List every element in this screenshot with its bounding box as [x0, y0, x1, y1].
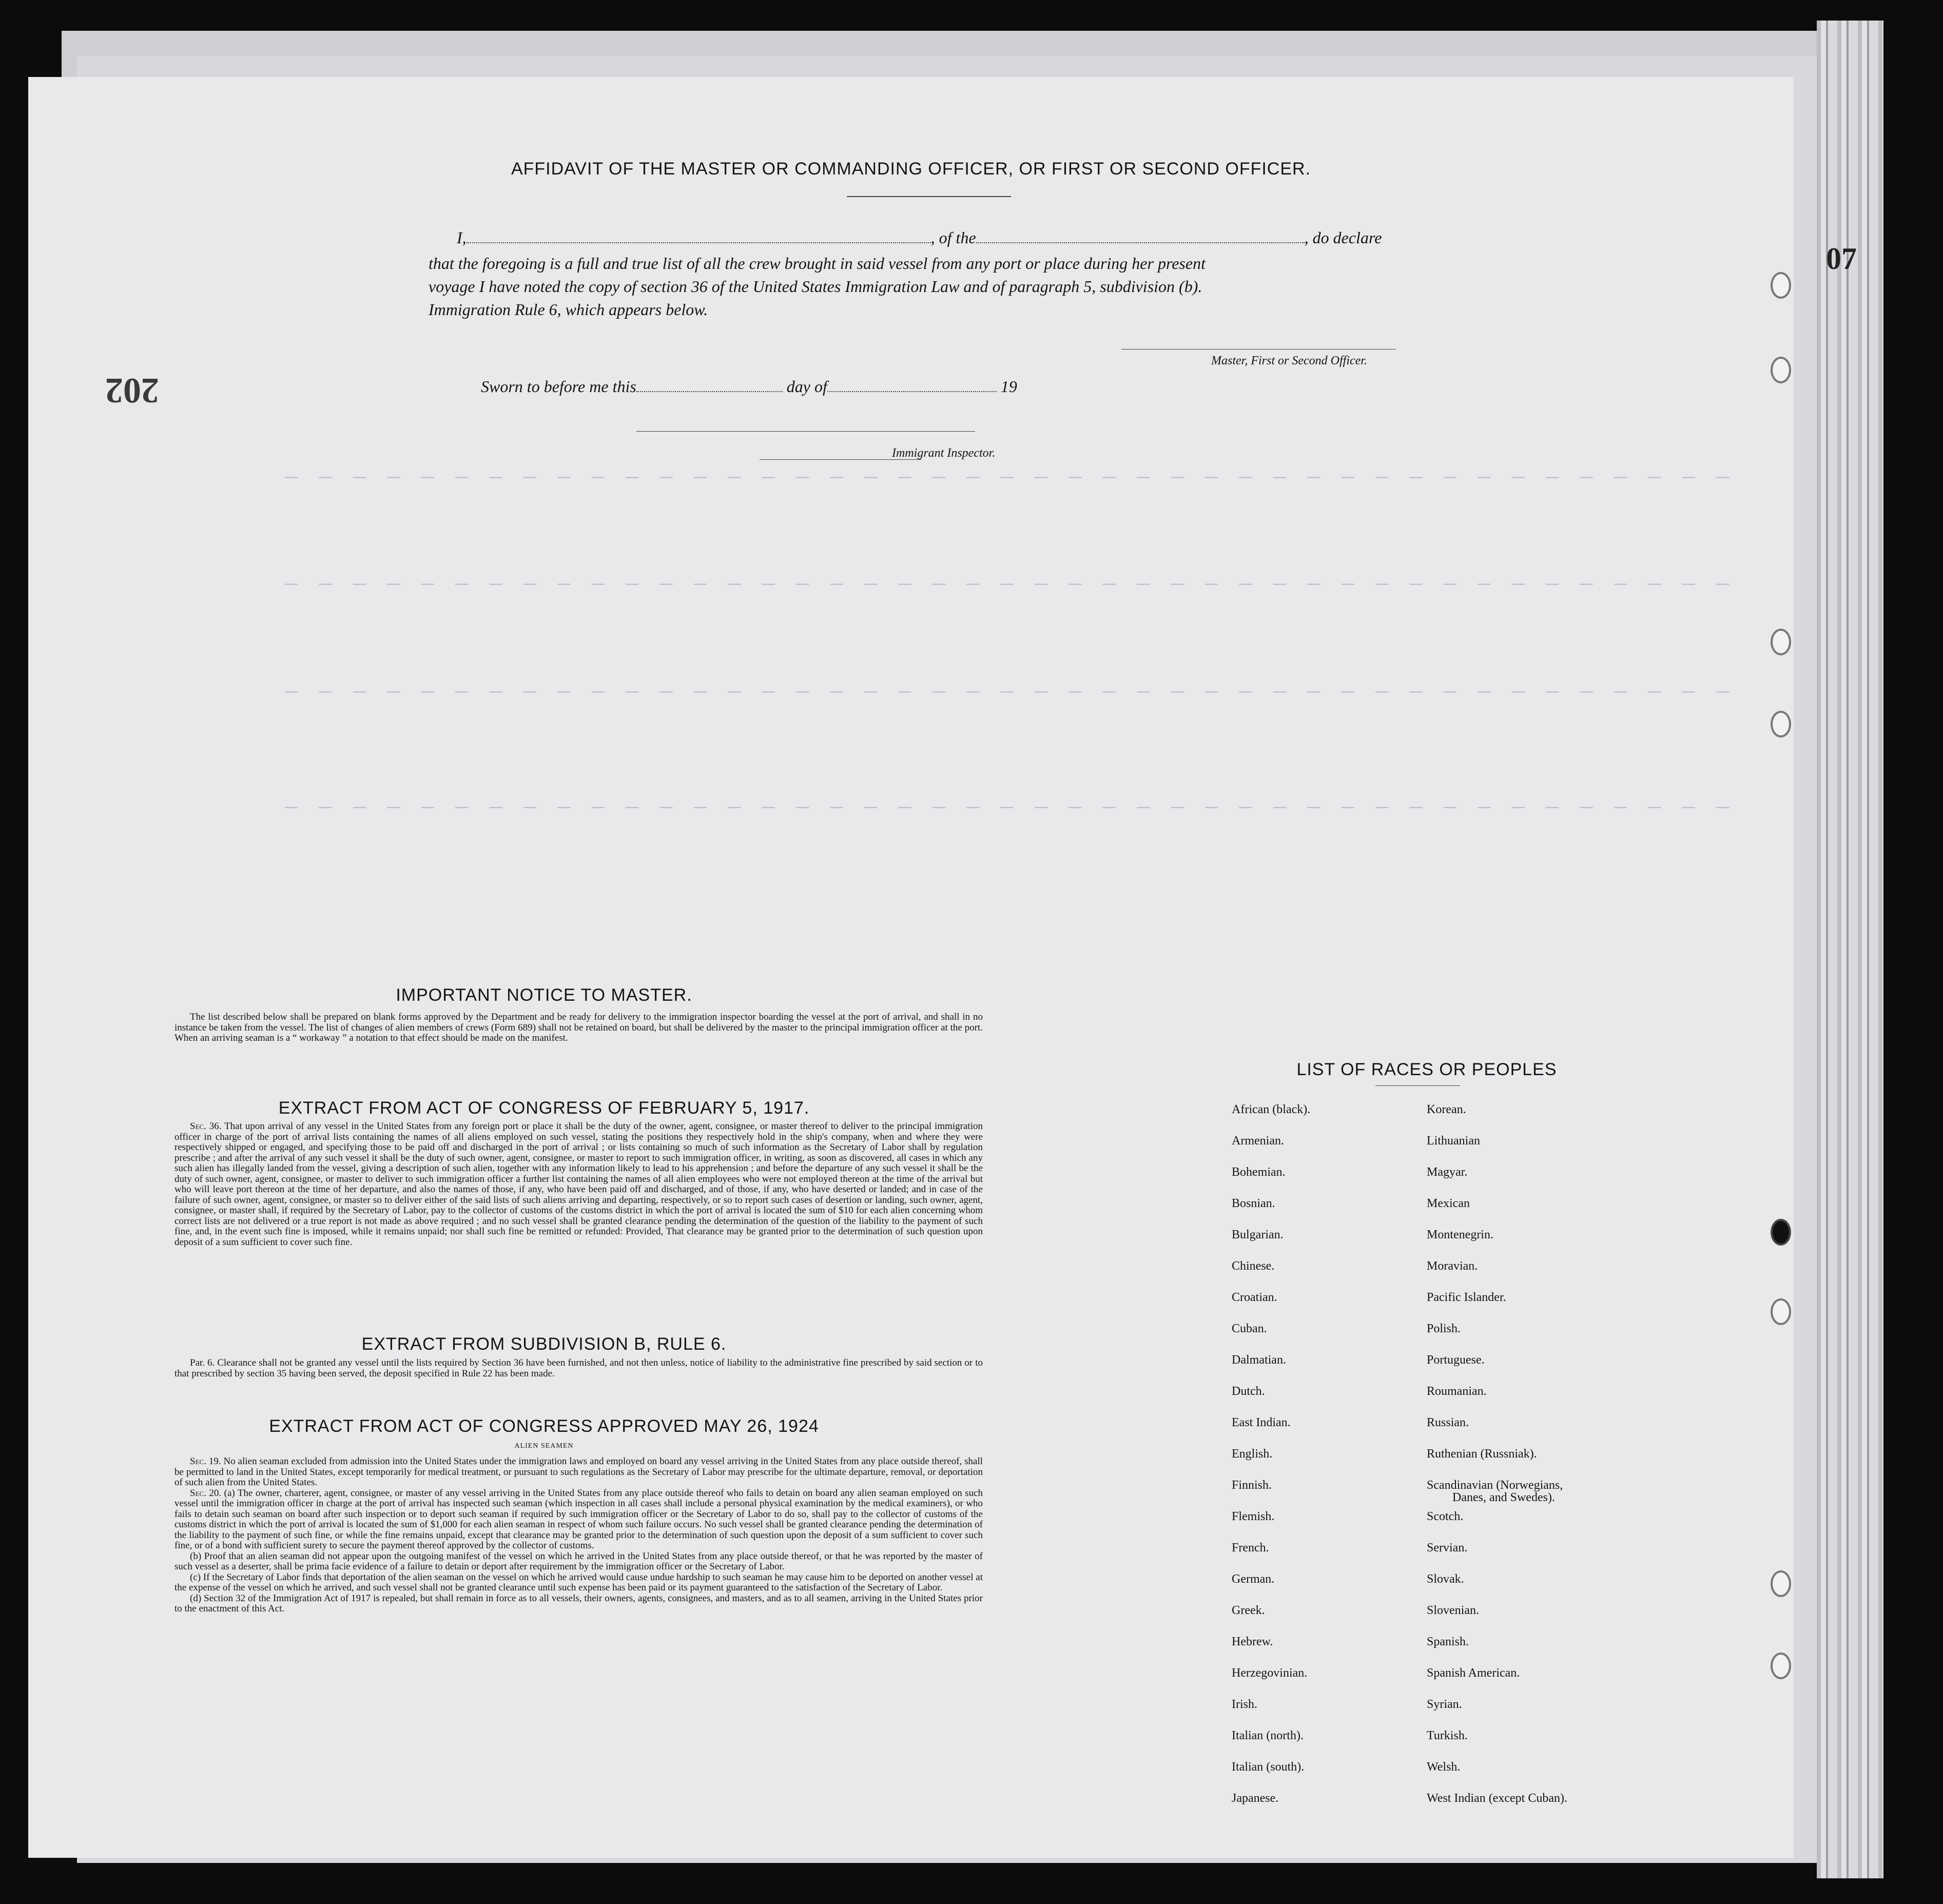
bleed-through-row: _ _ _ _ _ _ _ _ _ _ _ _ _ _ _ _ _ _ _ _ _ _ _ _ _ _ _ _ _ _ _ _ _ _ _ _ _ _ _ _ _ _ _ — [285, 565, 1734, 589]
binder-hole — [1771, 357, 1791, 383]
act-1917-title: EXTRACT FROM ACT OF CONGRESS OF FEBRUARY 5, 1917. — [278, 1098, 810, 1118]
affidavit-line-4: Immigration Rule 6, which appears below. — [429, 300, 708, 319]
race-label: Moravian. — [1427, 1259, 1478, 1273]
race-label: Russian. — [1427, 1416, 1469, 1429]
race-label: Bulgarian. — [1232, 1228, 1284, 1241]
race-label: Japanese. — [1232, 1792, 1279, 1805]
race-item — [1427, 1667, 1567, 1698]
race-label: Croatian. — [1232, 1291, 1277, 1304]
race-label: Finnish. — [1232, 1479, 1272, 1492]
race-item — [1427, 1604, 1567, 1636]
race-label: Lithuanian — [1427, 1134, 1480, 1148]
race-label: Italian (south). — [1232, 1760, 1305, 1774]
rule-6-title: EXTRACT FROM SUBDIVISION B, RULE 6. — [361, 1334, 727, 1354]
notice-title: IMPORTANT NOTICE TO MASTER. — [396, 985, 692, 1005]
section-20d-text: (d) Section 32 of the Immigration Act of 1917 is repealed, but shall remain in force as to all vessels, their owners, agents, consignees, and masters, and as to all seamen, arriving in the United States prior to the enactment of this Act. — [174, 1592, 983, 1614]
race-label: West Indian (except Cuban). — [1427, 1792, 1567, 1805]
binder-hole — [1771, 711, 1791, 737]
race-item — [1232, 1416, 1310, 1448]
binder-hole — [1771, 1653, 1791, 1679]
manifest-back-page — [28, 77, 1794, 1858]
race-label: Dalmatian. — [1232, 1353, 1286, 1367]
sworn-prefix: Sworn to before me this — [481, 377, 636, 396]
race-label: Syrian. — [1427, 1698, 1462, 1711]
edge-page-number: 07 — [1826, 242, 1857, 276]
race-item — [1427, 1792, 1567, 1823]
race-item — [1232, 1197, 1310, 1229]
race-item — [1427, 1416, 1567, 1448]
race-label: Armenian. — [1232, 1134, 1284, 1148]
race-label: Montenegrin. — [1427, 1228, 1493, 1241]
binder-hole — [1771, 272, 1791, 299]
affidavit-declare: , do declare — [1304, 228, 1382, 247]
race-label: Turkish. — [1427, 1729, 1468, 1742]
race-label: Polish. — [1427, 1322, 1461, 1335]
race-label: Slovenian. — [1427, 1604, 1479, 1617]
race-label: Flemish. — [1232, 1510, 1275, 1523]
race-label: Irish. — [1232, 1698, 1257, 1711]
binder-hole — [1771, 1219, 1791, 1246]
race-item — [1232, 1354, 1310, 1385]
race-label: Magyar. — [1427, 1165, 1468, 1179]
sworn-line — [481, 377, 1017, 396]
races-left-column — [1232, 1103, 1310, 1823]
sworn-day-of: day of — [786, 377, 827, 396]
race-label: Pacific Islander. — [1427, 1291, 1506, 1304]
section-20-label: Sec. 20. — [190, 1487, 222, 1499]
act-1917-body — [174, 1121, 983, 1248]
race-label: East Indian. — [1232, 1416, 1291, 1429]
race-label: Bosnian. — [1232, 1197, 1275, 1210]
race-item — [1232, 1730, 1310, 1761]
rule-6-body — [174, 1358, 983, 1379]
section-19-text: No alien seaman excluded from admission into the United States under the immigration laws and employed on board any vessel arriving in the United States from any place outside thereof, shall be permitted to land in the United States, except temporarily for medical treatment, or pursuant to such regulations as the Secretary of Labor may prescribe for the ultimate departure, removal, or deportation of such alien from the United States. — [174, 1456, 983, 1488]
act-1924-title: EXTRACT FROM ACT OF CONGRESS APPROVED MAY 26, 1924 — [269, 1416, 819, 1436]
race-item — [1232, 1135, 1310, 1166]
section-19-label: Sec. 19. — [190, 1456, 221, 1467]
race-item — [1427, 1761, 1567, 1792]
races-right-column — [1427, 1103, 1567, 1823]
binder-hole — [1771, 1298, 1791, 1325]
act-1924-subtitle: ALIEN SEAMEN — [514, 1442, 574, 1450]
race-label: Italian (north). — [1232, 1729, 1304, 1742]
act-1917-text: That upon arrival of any vessel in the United States from any foreign port or place it shall be the duty of the owner, agent, consignee, or master thereof to deliver to the principal immigration officer in charge of the port of arrival lists containing the names of all aliens employed on such vessel, stating the positions they respectively hold in the ship's company, when and where they were respectively shipped or engaged, and specifying those to be paid off and discharged in the port of arrival ; or lists containing so much of such information as the Secretary of Labor shall by regulation prescribe ; and after the arrival of any such vessel it shall be the duty of such owner, agent, consignee, or master to report to such immigration officer, in writing, as soon as discovered, all cases in which any such alien has illegally landed from the vessel, giving a description of such alien, together with any information likely to lead to his apprehension ; and before the departure of any such vessel it shall be the duty of such owner, agent, consignee, or master to deliver to such immigration officer a further list containing the names of all alien employees who were not employed thereon at the time of the arrival but who will leave port thereon at the time of her departure, and also the names of those, if any, who have been paid off and discharged, and of those, if any, who have deserted or landed; and in case of the failure of such owner, agent, consignee, or master so to deliver either of the said lists of such aliens arriving and departing, respectively, or so to report such cases of desertion or landing, such owner, agent, consignee, or master shall, if required by the Secretary of Labor, pay to the collector of customs of the customs district in which the port of arrival is located the sum of $10 for each alien concerning whom correct lists are not delivered or a true report is not made as above required ; and no such vessel shall be granted clearance pending the determination of the question of the liability to the payment of such fine, and, in the event such fine is imposed, while it remains unpaid; nor shall such fine be remitted or refunded: Provided, That clearance may be granted prior to the determination of such question upon deposit of a sum sufficient to cover such fine. — [174, 1121, 983, 1248]
affidavit-line-2: that the foregoing is a full and true list of all the crew brought in said vessel from any port or place during her present — [429, 254, 1206, 273]
race-label: Dutch. — [1232, 1385, 1265, 1398]
race-item — [1427, 1730, 1567, 1761]
affidavit-i: I, — [457, 228, 467, 247]
race-label: African (black). — [1232, 1103, 1311, 1116]
race-item — [1427, 1636, 1567, 1667]
race-item — [1232, 1698, 1310, 1730]
race-item — [1427, 1510, 1567, 1542]
race-item — [1232, 1573, 1310, 1604]
section-20c-text: (c) If the Secretary of Labor finds that deportation of the alien seaman on the vessel on which he arrived would cause undue hardship to such seaman he may cause him to be deported on another vessel at the expense of the vessel on which he arrived, and such vessel shall not be granted clearance until such expense has been paid or its payment guaranteed to the satisfaction of the Secretary of Labor. — [174, 1571, 983, 1593]
race-label: English. — [1232, 1447, 1273, 1461]
bleed-through-row: _ _ _ _ _ _ _ _ _ _ _ _ _ _ _ _ _ _ _ _ _ _ _ _ _ _ _ _ _ _ _ _ _ _ _ _ _ _ _ _ _ _ _ — [285, 788, 1734, 812]
races-title: LIST OF RACES OR PEOPLES — [1296, 1060, 1557, 1079]
race-item — [1427, 1448, 1567, 1479]
affidavit-of-the: , of the — [930, 228, 976, 247]
race-item — [1427, 1260, 1567, 1291]
race-item — [1427, 1698, 1567, 1730]
stacked-page-edges — [1817, 21, 1883, 1878]
signature-label: Master, First or Second Officer. — [1211, 354, 1367, 367]
race-item — [1427, 1166, 1567, 1197]
rule-6-text: Par. 6. Clearance shall not be granted any vessel until the lists required by Section 36 have been furnished, and not then unless, notice of liability to the administrative fine prescribed by said section or to that prescribed by section 35 having been served, the deposit specified in Rule 22 has been made. — [174, 1357, 983, 1379]
sworn-year: 19 — [1000, 377, 1017, 396]
race-item — [1232, 1792, 1310, 1823]
margin-stamp: 202 — [105, 371, 159, 410]
race-label: Greek. — [1232, 1604, 1265, 1617]
race-item — [1232, 1260, 1310, 1291]
race-item — [1427, 1135, 1567, 1166]
race-item — [1232, 1448, 1310, 1479]
race-item — [1232, 1103, 1310, 1135]
race-label: French. — [1232, 1541, 1269, 1555]
race-label: Scotch. — [1427, 1510, 1464, 1523]
race-label: Spanish American. — [1427, 1666, 1520, 1680]
title-rule — [847, 196, 1011, 197]
race-label: Portuguese. — [1427, 1353, 1485, 1367]
notice-paragraph: The list described below shall be prepared on blank forms approved by the Department and be ready for delivery to the immigration inspector boarding the vessel at the port of arrival, and shall in no instance be taken from the vessel. The list of changes of alien members of crews (Form 689) shall not be retained on board, but shall be delivered by the master to the principal immigration officer at the port. When an arriving seaman is a “ workaway ” a notation to that effect should be made on the manifest. — [174, 1012, 983, 1043]
race-label: Korean. — [1427, 1103, 1466, 1116]
race-item — [1427, 1385, 1567, 1416]
race-label: Hebrew. — [1232, 1635, 1273, 1648]
race-item — [1427, 1197, 1567, 1229]
race-label: Slovak. — [1427, 1572, 1464, 1586]
race-item — [1427, 1354, 1567, 1385]
section-20b-text: (b) Proof that an alien seaman did not appear upon the outgoing manifest of the vessel on which he arrived in the United States from any place outside thereof, or that he was reported by the master of such vessel as a deserter, shall be prima facie evidence of a failure to detain or deport after requirement by the immigration officer or the Secretary of Labor. — [174, 1550, 983, 1572]
section-label: Sec. 36. — [190, 1121, 222, 1132]
race-item — [1232, 1636, 1310, 1667]
race-item — [1232, 1166, 1310, 1197]
inspector-label: Immigrant Inspector. — [892, 446, 996, 460]
act-1924-body — [174, 1456, 983, 1615]
race-label: Mexican — [1427, 1197, 1470, 1210]
race-item — [1427, 1291, 1567, 1323]
race-label: Spanish. — [1427, 1635, 1469, 1648]
race-item — [1232, 1667, 1310, 1698]
race-item — [1232, 1385, 1310, 1416]
race-label: Ruthenian (Russniak). — [1427, 1447, 1537, 1461]
race-label: Roumanian. — [1427, 1385, 1487, 1398]
race-item — [1232, 1761, 1310, 1792]
affidavit-line-3: voyage I have noted the copy of section 36 of the United States Immigration Law and of paragraph 5, subdivision (b). — [429, 277, 1202, 296]
race-item — [1427, 1542, 1567, 1573]
race-item — [1232, 1479, 1310, 1510]
binder-hole — [1771, 1570, 1791, 1597]
race-label: Cuban. — [1232, 1322, 1267, 1335]
binder-hole — [1771, 629, 1791, 655]
affidavit-title: AFFIDAVIT OF THE MASTER OR COMMANDING OFFICER, OR FIRST OR SECOND OFFICER. — [511, 159, 1311, 179]
race-item — [1232, 1291, 1310, 1323]
bleed-through-row: _ _ _ _ _ _ _ _ _ _ _ _ _ _ _ _ _ _ _ _ _ _ _ _ _ _ _ _ _ _ _ _ _ _ _ _ _ _ _ _ _ _ _ — [285, 458, 1734, 482]
race-label: German. — [1232, 1572, 1275, 1586]
section-20a-text: (a) The owner, charterer, agent, consignee, or master of any vessel arriving in the United States from any place outside thereof who fails to detain on board any alien seaman employed on such vessel until the immigration officer in charge at the port of arrival has inspected such seaman (which inspection in all cases shall include a personal physical examination by the medical examiners), or who fails to detain such seaman on board after such inspection or to deport such seaman if required by such immigration officer or the Secretary of Labor to do so, shall pay to the collector of customs of the customs district in which the port of arrival is located the sum of $1,000 for each alien seaman in respect of whom such failure occurs. No such vessel shall be granted clearance pending the determination of the liability to the payment of such fine, or while the fine remains unpaid, except that clearance may be granted prior to the determination of such question upon the deposit of a sum sufficient to cover such fine, or of a bond with sufficient surety to secure the payment thereof approved by the collector of customs. — [174, 1487, 983, 1551]
races-title-rule — [1375, 1085, 1460, 1086]
race-label: Welsh. — [1427, 1760, 1461, 1774]
race-item — [1427, 1323, 1567, 1354]
race-item — [1427, 1479, 1567, 1510]
race-item — [1232, 1542, 1310, 1573]
race-label: Scandinavian (Norwegians, — [1427, 1479, 1563, 1492]
race-label: Chinese. — [1232, 1259, 1275, 1273]
bleed-through-row: _ _ _ _ _ _ _ _ _ _ _ _ _ _ _ _ _ _ _ _ _ _ _ _ _ _ _ _ _ _ _ _ _ _ _ _ _ _ _ _ _ _ _ — [285, 672, 1734, 697]
race-label: Bohemian. — [1232, 1165, 1286, 1179]
race-label: Servian. — [1427, 1541, 1468, 1555]
race-item — [1232, 1510, 1310, 1542]
race-label-continuation: Danes, and Swedes). — [1452, 1491, 1555, 1504]
race-item — [1427, 1103, 1567, 1135]
affidavit-line-1 — [457, 228, 1382, 247]
race-item — [1232, 1323, 1310, 1354]
race-label: Herzegovinian. — [1232, 1666, 1308, 1680]
inspector-upper-rule — [636, 431, 975, 432]
race-item — [1427, 1573, 1567, 1604]
race-item — [1427, 1229, 1567, 1260]
race-item — [1232, 1229, 1310, 1260]
race-item — [1232, 1604, 1310, 1636]
notice-body — [174, 1012, 983, 1044]
